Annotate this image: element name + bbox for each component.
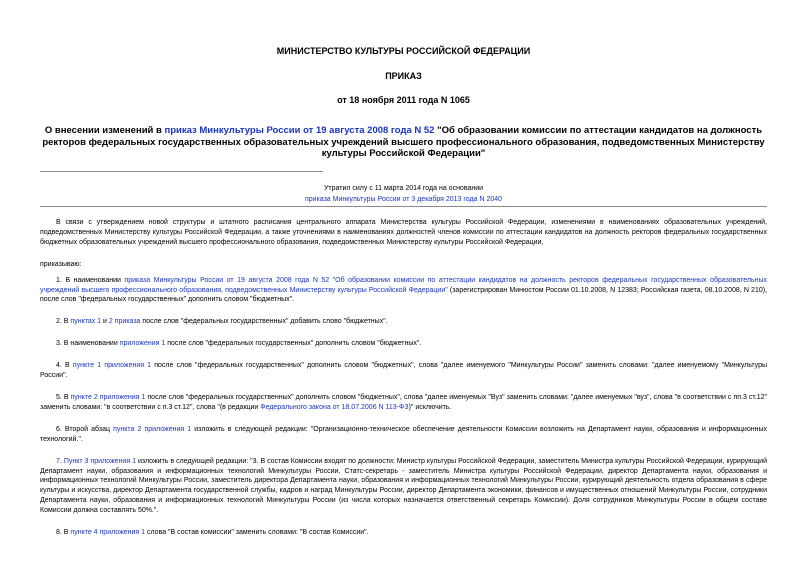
item-4: 4. В пункте 1 приложения 1 после слов "федеральных государственных" дополнить словом "бюджетных", слова "далее именуемого "Минкультуры России" заменить словами: "далее именуемому "Минкультуры России". <box>40 362 767 380</box>
item-6-link[interactable]: пункта 2 приложения 1 <box>113 425 192 433</box>
divider-long <box>40 206 767 207</box>
item-2: 2. В пунктах 1 и 2 приказа после слов "федеральных государственных" добавить слово "бюджетных". <box>56 318 388 326</box>
order-heading: ПРИКАЗ <box>385 71 422 81</box>
item-8: 8. В пункте 4 приложения 1 слова "В состав комиссии" заменить словами: "В состав Комиссии". <box>56 529 369 537</box>
item-3-link[interactable]: приложения 1 <box>119 340 166 348</box>
preamble: В связи с утверждением новой структуры и штатного расписания центрального аппарата Министерства культуры Российской Федерации, изменениями в наименованиях образовательных учреждений, подведомственных Министерству культуры Российской Федерации, а также уточнениями в наименованиях должностей членов комиссии по аттестации кандидатов на должность ректоров федеральных государственных бюджетных образовательных учреждений высшего профессионального образования, подведомственных Министерству культуры Российской Федерации, <box>40 219 767 246</box>
item-2-link-1[interactable]: пунктах 1 <box>70 318 102 326</box>
divider-short <box>40 171 323 172</box>
document-title: О внесении изменений в приказ Минкультуры России от 19 августа 2008 года N 52 "Об образовании комиссии по аттестации кандидатов на должность ректоров федеральных государственных образовательных учреждений высшего профессионального образования, подведомственных Министерству культуры Российской Федерации" <box>42 125 765 159</box>
item-7-link[interactable]: 7. Пункт 3 приложения 1 <box>56 457 136 465</box>
repealed-note: Утратил силу с 11 марта 2014 года на основании приказа Минкультуры России от 3 декабря 2013 года N 2040 <box>40 183 767 205</box>
title-link[interactable]: приказ Минкультуры России от 19 августа 2008 года N 52 <box>164 125 435 136</box>
repealed-link[interactable]: приказа Минкультуры России от 3 декабря 2013 года N 2040 <box>304 196 503 203</box>
item-5-link-1[interactable]: пункте 2 приложения 1 <box>70 393 146 401</box>
ministry-heading: МИНИСТЕРСТВО КУЛЬТУРЫ РОССИЙСКОЙ ФЕДЕРАЦИИ <box>276 46 531 56</box>
item-4-link[interactable]: пункте 1 приложения 1 <box>72 362 152 370</box>
item-8-link[interactable]: пункте 4 приложения 1 <box>70 529 146 537</box>
item-6: 6. Второй абзац пункта 2 приложения 1 изложить в следующей редакции: "Организационно-техническое обеспечение деятельности Комиссии возложить на Департамент науки, образования и информационных технологий.". <box>40 425 767 443</box>
item-1-link[interactable]: приказа Минкультуры России от 19 августа 2008 года N 52 "Об образовании комиссии по аттестации кандидатов на должность ректоров федеральных государственных образовательных учреждений высшего профессионального образования, подведомственных Министерству культуры Российской Федерации" <box>40 276 767 294</box>
item-5-link-2[interactable]: Федерального закона от 18.07.2006 N 113-ФЗ <box>260 403 409 411</box>
item-7: 7. Пункт 3 приложения 1 изложить в следующей редакции: "3. В состав Комиссии входят по должности: Министр культуры Российской Федерации, заместитель Министра культуры Российской Федерации, курирующий Департамент науки, образования и информационных технологий Минкультуры России, Статс-секретарь - заместитель Министра культуры Российской Федерации, директор Департамента науки, образования и информационных технологий Минкультуры России, заместитель директора Департамента науки, образования и информационных технологий Минкультуры России, курирующий деятельность отдела образования в сфере культуры и искусства, директор Департамента государственной службы, кадров и наград Минкультуры России, директор Департамента экономики, финансов и имущественных отношений Минкультуры России, сотрудники Департамента науки, образования и информационных технологий Минкультуры России (из числа которых назначается ответственный секретарь Комиссии). Доля сотрудников Минкультуры России в общем составе Комиссии должна составлять 50%.". <box>40 457 767 515</box>
order-word: приказываю: <box>40 260 82 268</box>
item-3: 3. В наименовании приложения 1 после слов "федеральных государственных" дополнить словом "бюджетных". <box>56 340 422 348</box>
item-2-link-2[interactable]: 2 приказа <box>108 318 141 326</box>
item-5: 5. В пункте 2 приложения 1 после слов "федеральных государственных" дополнить словом "бюджетных", слова "далее именуемых "Вуз" заменить словами: "далее именуемых "вуз", слова "в соответствии с пп.3 ст.12" заменить словами: "в соответствии с п.3 ст.12", слова "(в редакции Федерального закона от 18.07.2006 N 113-ФЗ)" исключить. <box>40 393 768 411</box>
item-1: 1. В наименовании приказа Минкультуры России от 19 августа 2008 года N 52 "Об образовании комиссии по аттестации кандидатов на должность ректоров федеральных государственных образовательных учреждений высшего профессионального образования, подведомственных Министерству культуры Российской Федерации" (зарегистрирован Минюстом России 01.10.2008, N 12383; Российская газета, 08.10.2008, N 210), после слов "федеральных государственных" дополнить словом "бюджетных". <box>40 276 768 304</box>
document-body <box>40 218 767 550</box>
order-date: от 18 ноября 2011 года N 1065 <box>337 95 470 105</box>
